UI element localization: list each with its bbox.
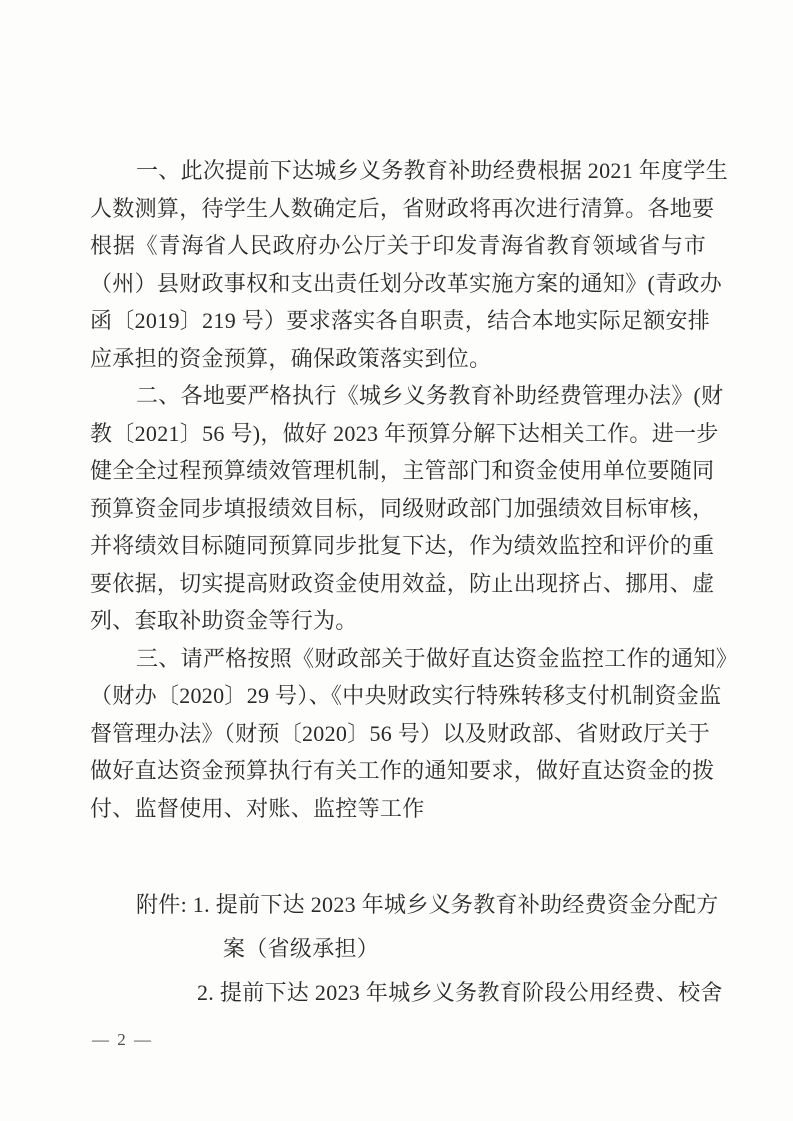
- text-line: 督管理办法》（财预〔2020〕56 号）以及财政部、省财政厅关于: [90, 720, 711, 746]
- text-line: 根据《青海省人民政府办公厅关于印发青海省教育领域省与市: [90, 233, 706, 258]
- text-line: 一、此次提前下达城乡义务教育补助经费根据 2021 年度学生: [136, 158, 729, 183]
- text-line: 二、各地要严格执行《城乡义务教育补助经费管理办法》(财: [136, 383, 724, 408]
- text-line: 人数测算，待学生人数确定后，省财政将再次进行清算。各地要: [90, 195, 715, 221]
- text-line: 并将绩效目标随同预算同步批复下达，作为绩效监控和评价的重: [90, 533, 715, 558]
- page-number: — 2 —: [92, 1030, 153, 1049]
- attachment-line: 2. 提前下达 2023 年城乡义务教育阶段公用经费、校舍: [197, 980, 723, 1005]
- text-line: （财办〔2020〕29 号）、《中央财政实行特殊转移支付机制资金监: [90, 683, 722, 708]
- paragraph-2: [90, 377, 724, 640]
- text-line: 预算资金同步填报绩效目标，同级财政部门加强绩效目标审核，: [90, 495, 715, 521]
- document-body: [90, 152, 739, 1015]
- text-line: 健全全过程预算绩效管理机制，主管部门和资金使用单位要随同: [90, 458, 715, 483]
- text-line: 列、套取补助资金等行为。: [90, 608, 358, 633]
- attachment-list: [90, 883, 723, 1015]
- text-line: 函〔2019〕219 号）要求落实各自职责，结合本地实际足额安排: [90, 308, 711, 333]
- text-line: （州）县财政事权和支出责任划分改革实施方案的通知》(青政办: [90, 270, 723, 296]
- text-line: 要依据，切实提高财政资金使用效益，防止出现挤占、挪用、虚: [90, 570, 715, 596]
- paragraph-3: [90, 640, 739, 828]
- text-line: 付、监督使用、对账、监控等工作: [90, 795, 425, 821]
- text-line: 三、请严格按照《财政部关于做好直达资金监控工作的通知》: [136, 645, 739, 671]
- paragraph-1: [90, 152, 729, 377]
- attachment-line: 案（省级承担）: [223, 936, 380, 961]
- text-line: 应承担的资金预算，确保政策落实到位。: [90, 345, 492, 371]
- text-line: 做好直达资金预算执行有关工作的通知要求，做好直达资金的拨: [90, 758, 715, 783]
- text-line: 教〔2021〕56 号)，做好 2023 年预算分解下达相关工作。进一步: [90, 420, 719, 446]
- attachment-line: 附件: 1. 提前下达 2023 年城乡义务教育补助经费资金分配方: [136, 892, 719, 917]
